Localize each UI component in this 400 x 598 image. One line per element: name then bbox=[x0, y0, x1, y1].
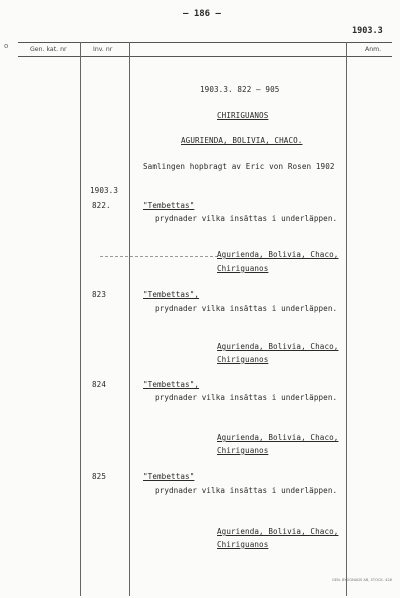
header-top-rule bbox=[18, 42, 392, 43]
heading-range: 1903.3. 822 – 905 bbox=[200, 85, 280, 94]
entry-description: prydnader vilka insättas i underläppen. bbox=[155, 304, 338, 313]
column-divider-inv-text bbox=[129, 42, 130, 596]
column-header-anm: Anm. bbox=[365, 46, 382, 53]
page-number: – 186 – bbox=[183, 9, 221, 19]
column-divider-text-anm bbox=[346, 42, 347, 596]
entry-location: Agurienda, Bolivia, Chaco, bbox=[217, 433, 339, 442]
corner-reference: 1903.3 bbox=[352, 26, 383, 36]
entry-description: prydnader vilka insättas i underläppen. bbox=[155, 214, 338, 223]
entry-location: Agurienda, Bolivia, Chaco, bbox=[217, 527, 339, 536]
entry-people: Chiriguanos bbox=[217, 355, 269, 364]
entry-number: 825 bbox=[92, 472, 107, 481]
column-divider-gen-inv bbox=[80, 42, 81, 596]
printer-footer: GEN. BYGGNADS AB, STOCK. 428 bbox=[332, 578, 392, 582]
entry-people: Chiriguanos bbox=[217, 446, 269, 455]
column-header-gen-kat-nr: Gen. kat. nr bbox=[30, 46, 67, 53]
entry-location: Agurienda, Bolivia, Chaco, bbox=[217, 250, 339, 259]
entry-description: prydnader vilka insättas i underläppen. bbox=[155, 486, 338, 495]
entry-people: Chiriguanos bbox=[217, 540, 269, 549]
binder-hole-mark: o bbox=[4, 42, 9, 50]
entry-name: "Tembettas" bbox=[143, 472, 195, 481]
heading-place: AGURIENDA, BOLIVIA, CHACO. bbox=[181, 136, 303, 145]
entry-number: 822. bbox=[92, 201, 111, 210]
entry-description: prydnader vilka insättas i underläppen. bbox=[155, 393, 338, 402]
entry-name: "Tembettas" bbox=[143, 201, 195, 210]
ledger-pencil-mark bbox=[100, 256, 218, 257]
entry-people: Chiriguanos bbox=[217, 264, 269, 273]
entry-prefix: 1903.3 bbox=[90, 186, 119, 195]
header-bottom-rule bbox=[18, 56, 392, 57]
entry-location: Agurienda, Bolivia, Chaco, bbox=[217, 342, 339, 351]
entry-name: "Tembettas", bbox=[143, 290, 200, 299]
entry-number: 824 bbox=[92, 380, 107, 389]
entry-number: 823 bbox=[92, 290, 107, 299]
column-header-inv-nr: Inv. nr bbox=[93, 46, 113, 53]
heading-people: CHIRIGUANOS bbox=[217, 111, 269, 120]
heading-collector: Samlingen hopbragt av Eric von Rosen 1902 bbox=[143, 162, 335, 171]
entry-name: "Tembettas", bbox=[143, 380, 200, 389]
